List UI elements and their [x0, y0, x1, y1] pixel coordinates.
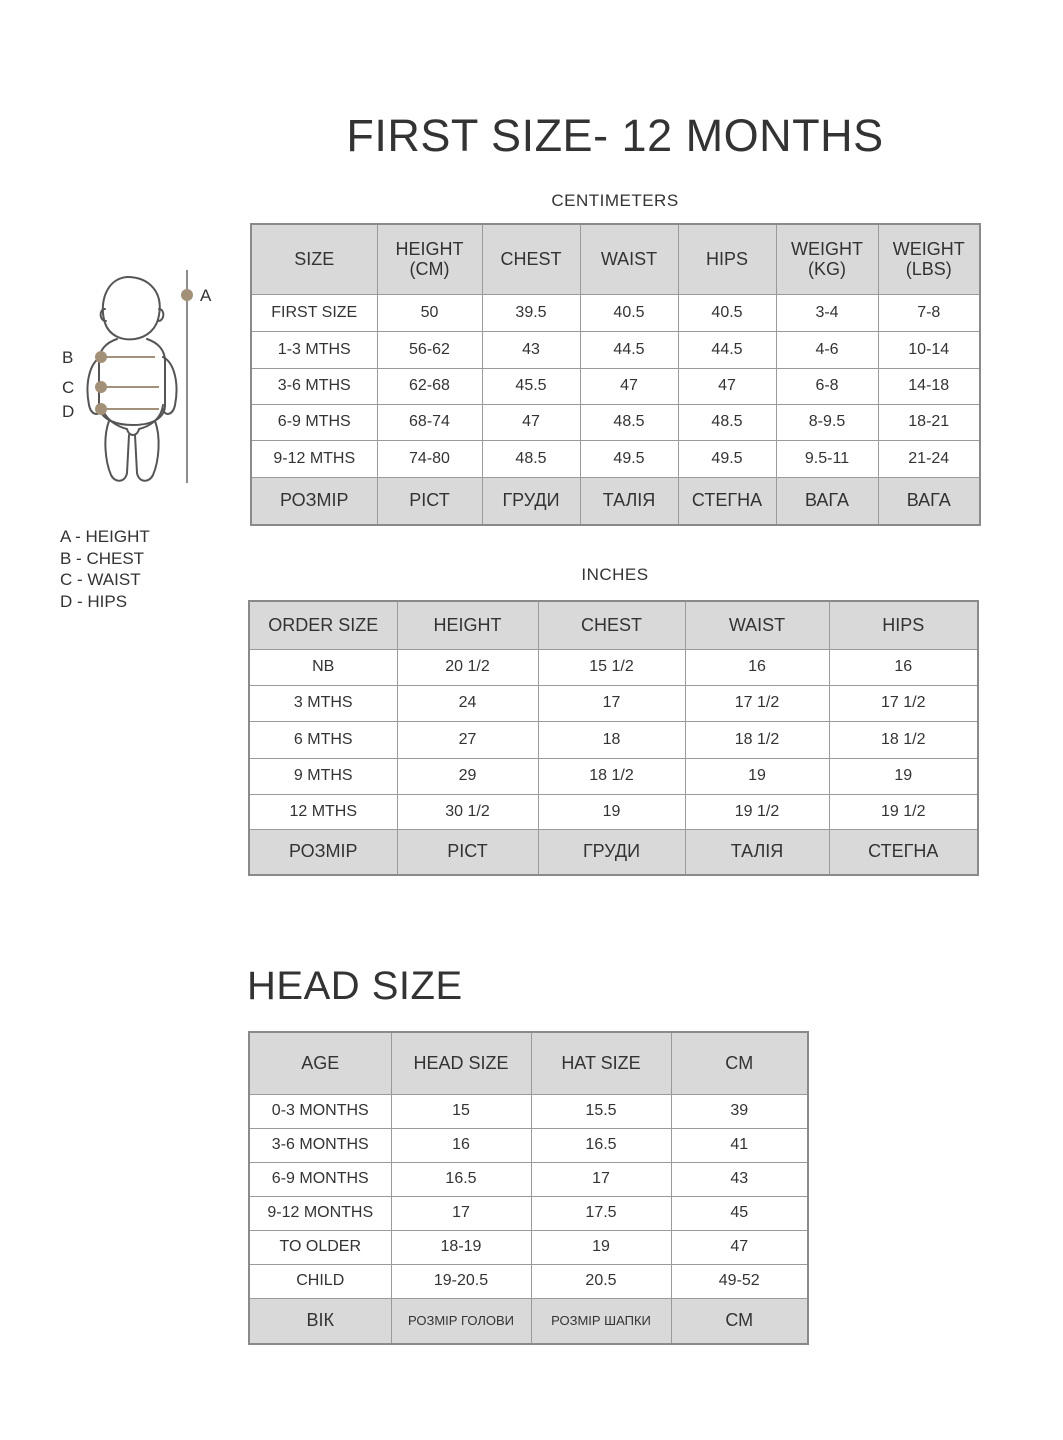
table-cell: 47 [678, 368, 776, 404]
table-row [249, 649, 978, 685]
table-cell: 45 [671, 1196, 808, 1230]
table-cell: 17 [538, 685, 685, 721]
table-cell: 18-19 [391, 1230, 531, 1264]
table-cell: 19 1/2 [829, 794, 978, 829]
footer-cell: ВАГА [878, 477, 980, 525]
table-cell: 3 MTHS [249, 685, 397, 721]
point-a [181, 289, 193, 301]
table-cell: 43 [671, 1162, 808, 1196]
point-d [95, 403, 107, 415]
column-header: WEIGHT (LBS) [878, 224, 980, 294]
table-cell: 49-52 [671, 1264, 808, 1298]
table-cell: 19 [829, 758, 978, 794]
footer-row [249, 829, 978, 875]
table-cell: 18 1/2 [829, 721, 978, 758]
table-cell: 16 [391, 1128, 531, 1162]
footer-cell: РОЗМІР ГОЛОВИ [391, 1298, 531, 1344]
table-cell: CHILD [249, 1264, 391, 1298]
label-d: D [62, 402, 75, 421]
inches-caption: INCHES [581, 565, 649, 584]
column-header: CM [671, 1032, 808, 1094]
table-cell: 50 [377, 294, 482, 331]
table-row [251, 440, 980, 477]
table-cell: 15.5 [531, 1094, 671, 1128]
footer-cell: ВІК [249, 1298, 391, 1344]
table-cell: 7-8 [878, 294, 980, 331]
table-cell: 19 [538, 794, 685, 829]
table-cell: 19 1/2 [685, 794, 829, 829]
table-row [249, 794, 978, 829]
table-row [251, 368, 980, 404]
footer-cell: ТАЛІЯ [685, 829, 829, 875]
table-cell: 3-6 MONTHS [249, 1128, 391, 1162]
table-row [249, 685, 978, 721]
footer-cell: РІСТ [377, 477, 482, 525]
table-cell: 30 1/2 [397, 794, 538, 829]
centimeters-table [250, 223, 981, 526]
table-cell: NB [249, 649, 397, 685]
header-row [249, 601, 978, 649]
label-a: A [200, 286, 212, 305]
inches-table [248, 600, 979, 876]
table-cell: 20.5 [531, 1264, 671, 1298]
table-row [251, 331, 980, 368]
table-cell: 45.5 [482, 368, 580, 404]
footer-cell: РОЗМІР [249, 829, 397, 875]
table-cell: 4-6 [776, 331, 878, 368]
legend-item: D - HIPS [60, 591, 128, 611]
table-row [249, 1162, 808, 1196]
table-cell: 9-12 MONTHS [249, 1196, 391, 1230]
table-cell: 29 [397, 758, 538, 794]
table-cell: 19 [531, 1230, 671, 1264]
table-cell: 39.5 [482, 294, 580, 331]
table-cell: 17 [531, 1162, 671, 1196]
table-cell: 62-68 [377, 368, 482, 404]
table-row [249, 721, 978, 758]
table-cell: 43 [482, 331, 580, 368]
table-cell: 18 [538, 721, 685, 758]
table-cell: 20 1/2 [397, 649, 538, 685]
table-cell: 41 [671, 1128, 808, 1162]
table-cell: 17 1/2 [829, 685, 978, 721]
table-cell: 39 [671, 1094, 808, 1128]
table-cell: 9-12 MTHS [251, 440, 377, 477]
column-header: WEIGHT (KG) [776, 224, 878, 294]
point-b [95, 351, 107, 363]
column-header: CHEST [482, 224, 580, 294]
column-header: ORDER SIZE [249, 601, 397, 649]
footer-cell: ГРУДИ [538, 829, 685, 875]
table-row [249, 1264, 808, 1298]
table-row [249, 1230, 808, 1264]
table-row [249, 1094, 808, 1128]
column-header: WAIST [685, 601, 829, 649]
footer-cell: ТАЛІЯ [580, 477, 678, 525]
footer-cell: РОЗМІР ШАПКИ [531, 1298, 671, 1344]
table-cell: 1-3 MTHS [251, 331, 377, 368]
label-b: B [62, 348, 74, 367]
table-cell: TO OLDER [249, 1230, 391, 1264]
footer-cell: СТЕГНА [678, 477, 776, 525]
column-header: HIPS [829, 601, 978, 649]
table-cell: 40.5 [580, 294, 678, 331]
table-cell: 18-21 [878, 404, 980, 440]
table-cell: 19-20.5 [391, 1264, 531, 1298]
table-cell: 14-18 [878, 368, 980, 404]
table-cell: 3-4 [776, 294, 878, 331]
table-cell: 6-9 MTHS [251, 404, 377, 440]
table-cell: 56-62 [377, 331, 482, 368]
footer-cell: ГРУДИ [482, 477, 580, 525]
header-row [249, 1032, 808, 1094]
measurement-legend [60, 526, 150, 612]
table-cell: 16.5 [531, 1128, 671, 1162]
table-cell: 9 MTHS [249, 758, 397, 794]
table-cell: 17.5 [531, 1196, 671, 1230]
head-size-title: HEAD SIZE [247, 964, 463, 1008]
table-cell: 16 [685, 649, 829, 685]
table-cell: 16.5 [391, 1162, 531, 1196]
table-cell: 68-74 [377, 404, 482, 440]
table-cell: 8-9.5 [776, 404, 878, 440]
table-cell: 74-80 [377, 440, 482, 477]
column-header: HAT SIZE [531, 1032, 671, 1094]
table-cell: FIRST SIZE [251, 294, 377, 331]
table-cell: 47 [580, 368, 678, 404]
table-cell: 47 [671, 1230, 808, 1264]
page-title: FIRST SIZE- 12 MONTHS [346, 110, 884, 161]
table-cell: 27 [397, 721, 538, 758]
cm-caption: CENTIMETERS [551, 191, 679, 210]
footer-cell: СТЕГНА [829, 829, 978, 875]
table-cell: 12 MTHS [249, 794, 397, 829]
column-header: HEIGHT [397, 601, 538, 649]
table-cell: 24 [397, 685, 538, 721]
table-cell: 3-6 MTHS [251, 368, 377, 404]
table-cell: 18 1/2 [685, 721, 829, 758]
table-cell: 49.5 [678, 440, 776, 477]
legend-item: B - CHEST [60, 548, 145, 568]
table-cell: 40.5 [678, 294, 776, 331]
table-cell: 9.5-11 [776, 440, 878, 477]
column-header: SIZE [251, 224, 377, 294]
table-row [249, 1196, 808, 1230]
table-cell: 10-14 [878, 331, 980, 368]
legend-item: C - WAIST [60, 570, 141, 589]
table-cell: 6-9 MONTHS [249, 1162, 391, 1196]
column-header: HIPS [678, 224, 776, 294]
table-row [249, 758, 978, 794]
footer-row [251, 477, 980, 525]
table-cell: 48.5 [678, 404, 776, 440]
table-cell: 16 [829, 649, 978, 685]
table-row [251, 294, 980, 331]
table-cell: 0-3 MONTHS [249, 1094, 391, 1128]
column-header: CHEST [538, 601, 685, 649]
footer-cell: СМ [671, 1298, 808, 1344]
column-header: HEIGHT (CM) [377, 224, 482, 294]
footer-cell: ВАГА [776, 477, 878, 525]
table-cell: 47 [482, 404, 580, 440]
table-cell: 44.5 [678, 331, 776, 368]
table-cell: 48.5 [482, 440, 580, 477]
table-cell: 18 1/2 [538, 758, 685, 794]
table-cell: 19 [685, 758, 829, 794]
table-cell: 44.5 [580, 331, 678, 368]
footer-cell: РІСТ [397, 829, 538, 875]
table-cell: 15 [391, 1094, 531, 1128]
point-c [95, 381, 107, 393]
table-cell: 21-24 [878, 440, 980, 477]
table-cell: 15 1/2 [538, 649, 685, 685]
footer-cell: РОЗМІР [251, 477, 377, 525]
table-row [249, 1128, 808, 1162]
column-header: AGE [249, 1032, 391, 1094]
table-cell: 6 MTHS [249, 721, 397, 758]
table-cell: 49.5 [580, 440, 678, 477]
footer-row [249, 1298, 808, 1344]
table-cell: 17 1/2 [685, 685, 829, 721]
legend-item: A - HEIGHT [60, 527, 150, 546]
label-c: C [62, 378, 75, 397]
head-size-table [248, 1031, 809, 1345]
table-cell: 48.5 [580, 404, 678, 440]
column-header: HEAD SIZE [391, 1032, 531, 1094]
table-row [251, 404, 980, 440]
header-row [251, 224, 980, 294]
table-cell: 17 [391, 1196, 531, 1230]
column-header: WAIST [580, 224, 678, 294]
table-cell: 6-8 [776, 368, 878, 404]
